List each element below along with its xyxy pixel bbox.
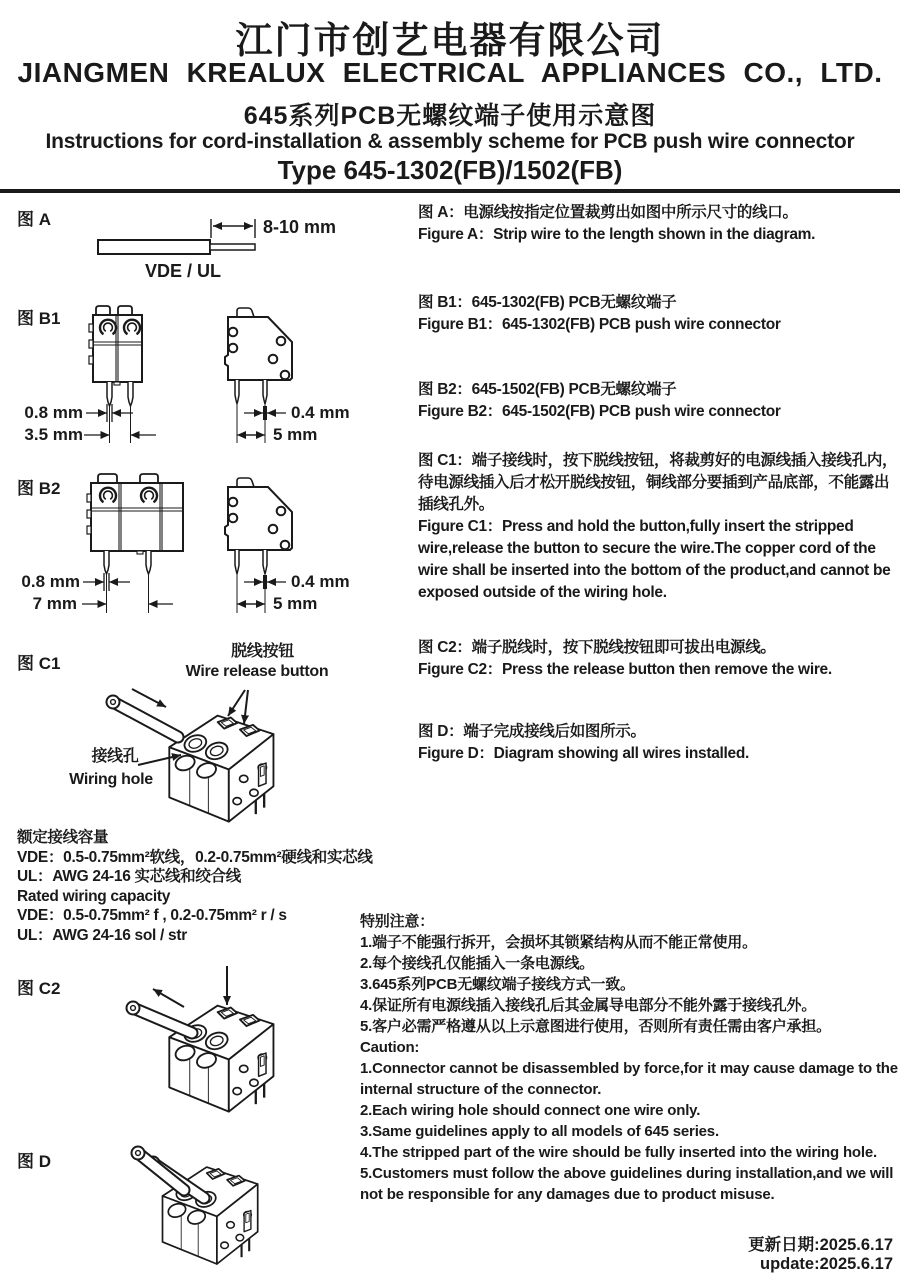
c2-connector-body bbox=[169, 1006, 273, 1112]
note-en-1: 1.Connector cannot be disassembled by force,for it may cause damage to the internal structure of the connector. bbox=[360, 1060, 898, 1098]
figure-b2-caption-en: Figure B2：645-1502(FB) PCB push wire connector bbox=[418, 403, 781, 420]
company-name-cn: 江门市创艺电器有限公司 bbox=[235, 20, 665, 61]
figure-b1-label: 图 B1 bbox=[17, 309, 61, 328]
figure-c1-label: 图 C1 bbox=[17, 654, 61, 673]
b2-pin-width-dim: 0.8 mm bbox=[21, 572, 80, 591]
note-en-3: 3.Same guidelines apply to all models of 645 series. bbox=[360, 1123, 719, 1140]
note-cn-2: 2.每个接线孔仅能插入一条电源线。 bbox=[360, 955, 595, 972]
note-cn-1: 1.端子不能强行拆开，会损坏其锁紧结构从而不能正常使用。 bbox=[360, 934, 757, 951]
c1-connector-body bbox=[169, 716, 273, 822]
capacity-vde-en: VDE：0.5-0.75mm² f , 0.2-0.75mm² r / s bbox=[17, 907, 287, 924]
capacity-title-en: Rated wiring capacity bbox=[17, 887, 171, 905]
capacity-ul-en: UL：AWG 24-16 sol / str bbox=[17, 926, 187, 944]
b1-side-view bbox=[225, 308, 292, 443]
figure-d-label: 图 D bbox=[17, 1152, 51, 1171]
remove-wire-arrow bbox=[153, 989, 184, 1007]
wiring-hole-annotation-en: Wiring hole bbox=[69, 771, 153, 788]
figure-c1-caption bbox=[418, 450, 900, 604]
update-date-block bbox=[643, 1236, 893, 1273]
capacity-ul-cn: UL：AWG 24-16 实芯线和绞合线 bbox=[17, 868, 241, 885]
wire-standard-label: VDE / UL bbox=[145, 261, 222, 281]
note-cn-4: 4.保证所有电源线插入接线孔后其金属导电部分不能外露于接线孔外。 bbox=[360, 997, 817, 1014]
capacity-vde-cn: VDE：0.5-0.75mm²软线，0.2-0.75mm²硬线和实芯线 bbox=[17, 848, 373, 866]
doc-subtitle-en: Instructions for cord-installation & assembly scheme for PCB push wire connector bbox=[45, 130, 855, 153]
figure-c2-label: 图 C2 bbox=[17, 979, 61, 998]
wire-stripped-end bbox=[210, 244, 255, 250]
capacity-title-cn: 额定接线容量 bbox=[17, 829, 109, 846]
figure-a-drawing bbox=[85, 206, 355, 286]
figure-a-caption-cn: 图 A：电源线按指定位置裁剪出如图中所示尺寸的线口。 bbox=[418, 204, 798, 221]
company-name-en: JIANGMEN KREALUX ELECTRICAL APPLIANCES CO., LTD. bbox=[17, 57, 883, 88]
b2-dimensions bbox=[82, 573, 286, 604]
figure-b2-caption bbox=[418, 379, 900, 423]
figure-b2-caption-cn: 图 B2：645-1502(FB) PCB无螺纹端子 bbox=[418, 381, 677, 398]
figure-a-caption-en: Figure A：Strip wire to the length shown in the diagram. bbox=[418, 226, 816, 243]
b2-front-view bbox=[87, 474, 183, 613]
update-date-cn: 更新日期:2025.6.17 bbox=[748, 1236, 893, 1254]
wire-insulation bbox=[98, 240, 210, 254]
note-en-4: 4.The stripped part of the wire should be fully inserted into the wiring hole. bbox=[360, 1144, 877, 1161]
figure-c2-caption-en: Figure C2：Press the release button then remove the wire. bbox=[418, 661, 832, 678]
header-divider bbox=[0, 189, 900, 193]
b2-side-view bbox=[225, 478, 292, 613]
release-button-annotation-en: Wire release button bbox=[185, 663, 329, 680]
figure-b1-caption-en: Figure B1：645-1302(FB) PCB push wire connector bbox=[418, 316, 781, 333]
release-button-arrow-1 bbox=[228, 690, 245, 716]
release-button-annotation-cn: 脱线按钮 bbox=[231, 643, 294, 660]
b1-pin-width-dim: 0.8 mm bbox=[24, 403, 83, 422]
b2-row-spacing-dim: 5 mm bbox=[273, 594, 318, 613]
notes-title-cn: 特别注意： bbox=[360, 913, 435, 930]
note-en-5: 5.Customers must follow the above guidelines during installation,and we will not be responsible for any damages due to product misuse. bbox=[360, 1165, 894, 1203]
rated-capacity-block bbox=[17, 828, 373, 945]
figure-b1-drawing bbox=[20, 298, 420, 450]
type-line: Type 645-1302(FB)/1502(FB) bbox=[277, 155, 623, 185]
notes-title-en: Caution: bbox=[360, 1039, 420, 1056]
notes-block bbox=[360, 911, 900, 1205]
c1-wire bbox=[107, 696, 179, 738]
note-en-2: 2.Each wiring hole should connect one wire only. bbox=[360, 1102, 701, 1119]
doc-subtitle-cn: 645系列PCB无螺纹端子使用示意图 bbox=[243, 102, 657, 130]
figure-d-caption-cn: 图 D：端子完成接线后如图所示。 bbox=[418, 723, 646, 740]
update-date-en: update:2025.6.17 bbox=[760, 1254, 893, 1273]
strip-length-dimension: 8-10 mm bbox=[263, 217, 337, 237]
figure-a-caption bbox=[418, 202, 900, 246]
figure-b1-caption bbox=[418, 292, 900, 336]
b1-pitch-dim: 3.5 mm bbox=[24, 425, 83, 444]
figure-b1-caption-cn: 图 B1：645-1302(FB) PCB无螺纹端子 bbox=[418, 294, 677, 311]
figure-a-label: 图 A bbox=[17, 210, 51, 229]
b1-dimensions bbox=[84, 404, 286, 435]
wiring-hole-annotation-cn: 接线孔 bbox=[91, 748, 139, 765]
b1-row-spacing-dim: 5 mm bbox=[273, 425, 318, 444]
b1-front-view bbox=[89, 306, 142, 443]
release-button-arrow-2 bbox=[244, 690, 248, 724]
note-cn-5: 5.客户必需严格遵从以上示意图进行使用，否则所有责任需由客户承担。 bbox=[360, 1018, 831, 1035]
figure-c2-caption-cn: 图 C2：端子脱线时，按下脱线按钮即可拔出电源线。 bbox=[418, 639, 776, 656]
figure-c2-caption bbox=[418, 637, 900, 681]
c2-arrows bbox=[153, 966, 227, 1007]
b2-pitch-dim: 7 mm bbox=[32, 594, 77, 613]
insert-direction-arrow bbox=[132, 689, 166, 707]
figure-c1-caption-en: Figure C1：Press and hold the button,fully insert the stripped wire,release the button to secure the wire.The copper cord of the wire shall be inserted into the bottom of the product,and cannot be exposed outside of the wiring hole. bbox=[418, 518, 891, 601]
figure-d-caption bbox=[418, 721, 900, 765]
d-wire-1 bbox=[132, 1147, 185, 1191]
figure-c1-caption-cn: 图 C1：端子接线时，按下脱线按钮，将裁剪好的电源线插入接线孔内，待电源线插入后才松开脱线按钮，铜线部分要插到产品底部，不能露出插线孔外。 bbox=[418, 452, 898, 513]
figure-d-caption-en: Figure D：Diagram showing all wires installed. bbox=[418, 745, 750, 762]
note-cn-3: 3.645系列PCB无螺纹端子接线方式一致。 bbox=[360, 976, 635, 993]
b1-pin-thickness-dim: 0.4 mm bbox=[291, 403, 350, 422]
figure-b2-label: 图 B2 bbox=[17, 479, 61, 498]
figure-b2-drawing bbox=[20, 468, 420, 620]
b2-pin-thickness-dim: 0.4 mm bbox=[291, 572, 350, 591]
